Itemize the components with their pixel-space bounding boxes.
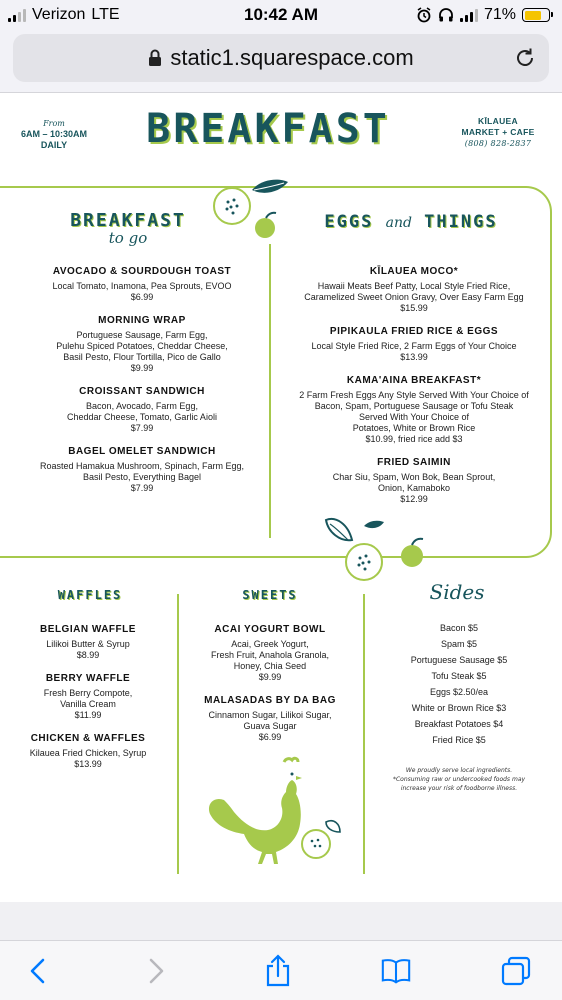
- side-item: White or Brown Rice $3: [411, 703, 507, 713]
- menu-title: BREAKFAST: [146, 106, 390, 152]
- menu-item-description: Basil Pesto, Everything Bagel: [82, 472, 202, 482]
- share-icon: [264, 954, 292, 988]
- menu-item-description: Onion, Kamaboko: [377, 483, 451, 493]
- menu-item-price: $13.99: [74, 759, 102, 769]
- sides-items: [372, 620, 546, 748]
- status-right: [416, 6, 550, 24]
- tabs-icon: [500, 955, 532, 987]
- browser-address-area: [0, 30, 562, 93]
- menu-item: [280, 266, 548, 314]
- lower-divider-2: [363, 594, 365, 874]
- carrier-name: Verizon: [32, 6, 86, 23]
- lock-icon: [148, 49, 162, 67]
- menu-item: [6, 733, 170, 770]
- togo-items: [14, 266, 270, 506]
- menu-item-description: Fresh Berry Compote,: [43, 688, 133, 698]
- side-item: Tofu Steak $5: [431, 671, 487, 681]
- menu-item-description: Honey, Chia Seed: [233, 661, 307, 671]
- menu-item-description: Portuguese Sausage, Farm Egg,: [76, 330, 208, 340]
- network-type: LTE: [91, 6, 120, 23]
- menu-item-description: Char Siu, Spam, Won Bok, Bean Sprout,: [332, 472, 496, 482]
- store-name: KĪLAUEA: [478, 116, 518, 126]
- menu-item-description: Cheddar Cheese, Tomato, Garlic Aioli: [67, 412, 217, 422]
- menu-note: [372, 766, 546, 793]
- page-bottom-gap: [0, 902, 562, 940]
- menu-item-name: FRIED SAIMIN: [377, 457, 451, 468]
- menu-item-description: Cinnamon Sugar, Lilikoi Sugar,: [208, 710, 332, 720]
- menu-item-price: $11.99: [74, 710, 102, 720]
- menu-item-price: $7.99: [130, 483, 154, 493]
- menu-item-price: $9.99: [258, 672, 282, 682]
- menu-item-name: MALASADAS BY DA BAG: [204, 695, 336, 706]
- waffles-title: WAFFLES: [57, 588, 123, 602]
- menu-item-name: CROISSANT SANDWICH: [79, 386, 205, 397]
- address-bar[interactable]: [13, 34, 549, 82]
- reload-icon[interactable]: [513, 46, 537, 70]
- menu-item: [14, 266, 270, 303]
- battery-percent: 71%: [483, 6, 516, 23]
- status-left: [8, 6, 120, 24]
- eggs-title-and: and: [385, 215, 412, 231]
- menu-item-description: 2 Farm Fresh Eggs Any Style Served With Your Choice of: [299, 390, 529, 400]
- menu-item-price: $8.99: [76, 650, 100, 660]
- menu-item-description: Kilauea Fried Chicken, Syrup: [29, 748, 147, 758]
- menu-item-description: Bacon, Spam, Portuguese Sausage or Tofu Steak: [314, 401, 514, 411]
- menu-page: [0, 94, 562, 902]
- browser-toolbar: [0, 940, 562, 1000]
- bookmarks-icon: [380, 957, 412, 985]
- menu-item-name: MORNING WRAP: [98, 315, 186, 326]
- menu-item: [14, 315, 270, 374]
- cellular-signal-icon: [8, 9, 26, 22]
- rooster-illustration: [200, 756, 350, 868]
- menu-item-description: Acai, Greek Yogurt,: [231, 639, 309, 649]
- menu-item-description: Roasted Hamakua Mushroom, Spinach, Farm Egg,: [39, 461, 245, 471]
- signal-strength-icon: [460, 9, 478, 22]
- apple-leaf-illustration: [208, 176, 298, 242]
- lower-divider-1: [177, 594, 179, 874]
- menu-item: [186, 624, 354, 683]
- menu-item-description: Vanilla Cream: [60, 699, 116, 709]
- eggs-items: [280, 266, 548, 517]
- menu-item-description: Local Tomato, Inamona, Pea Sprouts, EVOO: [52, 281, 232, 291]
- menu-item-description: Hawaii Meats Beef Patty, Local Style Fried Rice,: [317, 281, 511, 291]
- menu-item: [280, 457, 548, 505]
- eggs-title-a: EGGS: [324, 212, 374, 232]
- store-block: [454, 116, 542, 149]
- menu-item-price: $13.99: [400, 352, 428, 362]
- menu-note-line1: We proudly serve local ingredients.: [405, 767, 513, 774]
- menu-item-price: $12.99: [400, 494, 428, 504]
- url-text: static1.squarespace.com: [170, 45, 414, 70]
- battery-fill: [525, 11, 541, 20]
- status-bar: [0, 0, 562, 30]
- menu-item-price: $7.99: [130, 423, 154, 433]
- menu-item-price: $6.99: [130, 292, 154, 302]
- menu-item-name: BELGIAN WAFFLE: [40, 624, 136, 635]
- menu-item-description: Potatoes, White or Brown Rice: [352, 423, 476, 433]
- status-time: 10:42 AM: [243, 5, 318, 24]
- sweets-title: SWEETS: [242, 588, 298, 602]
- bookmarks-button[interactable]: [380, 955, 412, 987]
- menu-item-description: Pulehu Spiced Potatoes, Cheddar Cheese,: [56, 341, 228, 351]
- menu-item-description: Bacon, Avocado, Farm Egg,: [86, 401, 198, 411]
- menu-note-line3: increase your risk of foodborne illness.: [400, 785, 518, 792]
- menu-item-name: KAMA'AINA BREAKFAST*: [346, 375, 482, 386]
- menu-item-name: BERRY WAFFLE: [45, 673, 131, 684]
- menu-item-price: $9.99: [130, 363, 154, 373]
- store-phone: (808) 828-2837: [464, 139, 532, 148]
- menu-item: [6, 624, 170, 661]
- menu-item-price: $6.99: [258, 732, 282, 742]
- back-icon: [28, 957, 48, 985]
- hours-from: From: [43, 119, 65, 128]
- menu-item-name: PIPIKAULA FRIED RICE & EGGS: [329, 326, 499, 337]
- side-item: Eggs $2.50/ea: [429, 687, 489, 697]
- forward-icon: [146, 957, 166, 985]
- share-button[interactable]: [262, 955, 294, 987]
- menu-item-description: Local Style Fried Rice, 2 Farm Eggs of Your Choice: [311, 341, 517, 351]
- menu-note-line2: *Consuming raw or undercooked foods may: [392, 776, 526, 783]
- menu-item: [14, 386, 270, 434]
- forward-button[interactable]: [140, 955, 172, 987]
- menu-item-name: AVOCADO & SOURDOUGH TOAST: [52, 266, 232, 277]
- side-item: Bacon $5: [439, 623, 479, 633]
- menu-item: [280, 326, 548, 363]
- menu-item: [14, 446, 270, 494]
- menu-item-description: Guava Sugar: [243, 721, 297, 731]
- side-item: Breakfast Potatoes $4: [414, 719, 504, 729]
- togo-title: [38, 210, 218, 247]
- side-item: Spam $5: [440, 639, 478, 649]
- menu-item: [6, 673, 170, 721]
- hours-days: DAILY: [40, 140, 68, 150]
- store-subtitle: MARKET + CAFE: [461, 127, 535, 137]
- togo-subtitle: to go: [108, 229, 148, 247]
- side-item: Portuguese Sausage $5: [410, 655, 508, 665]
- alarm-icon: [416, 7, 432, 23]
- menu-item-description: Lilikoi Butter & Syrup: [46, 639, 130, 649]
- side-item: Fried Rice $5: [432, 735, 486, 745]
- menu-item: [186, 695, 354, 743]
- menu-item-price: $10.99, fried rice add $3: [365, 434, 463, 444]
- menu-item-name: CHICKEN & WAFFLES: [30, 733, 146, 744]
- eggs-title: [296, 212, 526, 232]
- menu-item-name: KĪLAUEA MOCO*: [369, 266, 459, 277]
- menu-item-price: $15.99: [400, 303, 428, 313]
- menu-item-description: Fresh Fruit, Anahola Granola,: [210, 650, 330, 660]
- menu-item-description: Caramelized Sweet Onion Gravy, Over Easy Farm Egg: [304, 292, 524, 302]
- back-button[interactable]: [22, 955, 54, 987]
- waffles-items: [6, 624, 170, 782]
- hours-range: 6AM – 10:30AM: [20, 129, 88, 139]
- sides-title: Sides: [429, 580, 485, 604]
- sweets-items: [186, 624, 354, 755]
- menu-item-name: ACAI YOGURT BOWL: [214, 624, 326, 635]
- eggs-title-b: THINGS: [424, 212, 498, 232]
- tabs-button[interactable]: [500, 955, 532, 987]
- battery-icon: [522, 8, 550, 22]
- hours-block: [12, 118, 96, 151]
- apple-leaf-illustration-2: [322, 512, 432, 588]
- menu-item-description: Served With Your Choice of: [358, 412, 470, 422]
- togo-title-text: BREAKFAST: [70, 210, 186, 231]
- menu-item-name: BAGEL OMELET SANDWICH: [68, 446, 216, 457]
- menu-item-description: Basil Pesto, Flour Tortilla, Pico de Gallo: [63, 352, 221, 362]
- headphones-icon: [438, 7, 454, 23]
- menu-item: [280, 375, 548, 445]
